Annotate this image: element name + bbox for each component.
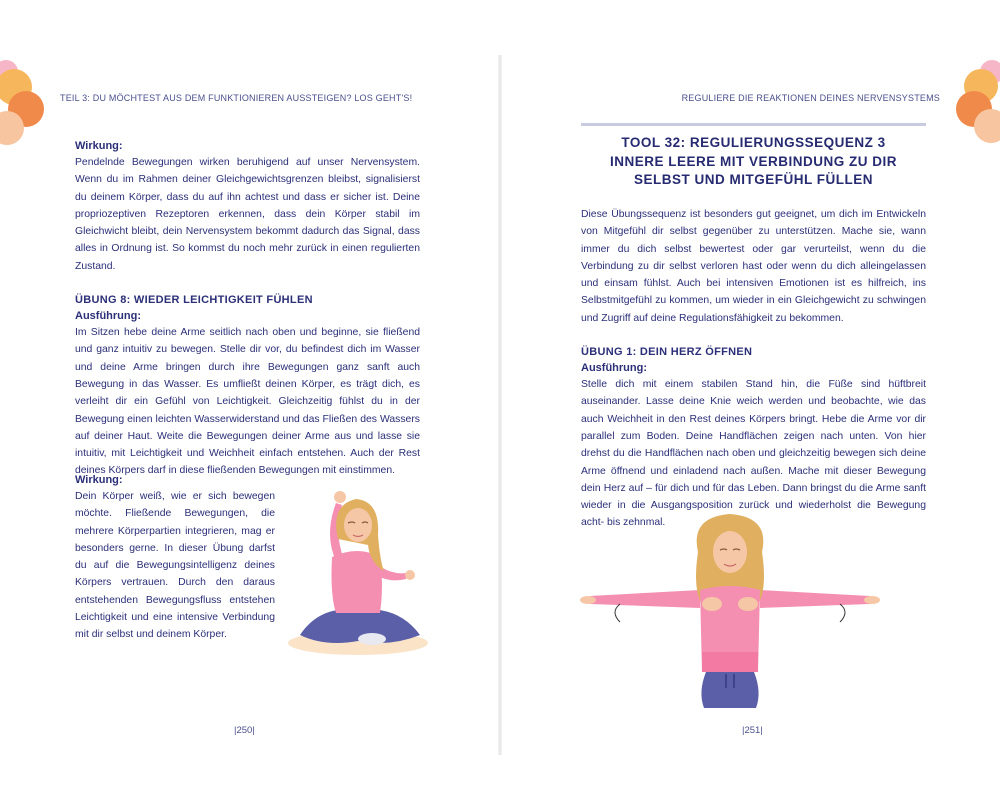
ausfuehrung-heading: Ausführung: [75,310,141,323]
ausfuehrung-heading-right: Ausführung: [581,362,647,375]
standing-woman-illustration [580,512,880,712]
wirkung-text: Pendelnde Bewegungen wirken beruhigend auf unser Nervensystem. Wenn du im Rahmen deiner Gleichgewichtsgrenzen bleibst, signalisierst du deinem Körper, dass du auf ihn achtest und dass er sicher ist. Deine propriozeptiven Rezeptoren erkennen, dass dein Körper stabil im Gleichwicht bleibt, dein Nervensystem bekommt dadurch das Signal, dass alles in Ordnung ist. So kommst du noch mehr zurück in einen regulierten Zustand. [75,157,420,272]
wirkung-heading: Wirkung: [75,140,123,152]
tool-title-line1: TOOL 32: REGULIERUNGSSEQUENZ 3 [621,135,886,150]
left-text-column [75,138,420,480]
tool-title-line3: SELBST UND MITGEFÜHL FÜLLEN [634,172,873,187]
tool-title [581,134,926,190]
wirkung-2-block [75,472,275,644]
page-number-right: |251| [742,725,763,736]
wirkung-2-text: Dein Körper weiß, wie er sich bewegen möchte. Fließende Bewegungen, die mehrere Körperpartien integrieren, mag er besonders gerne. In dieser Übung darfst du auf die Bewegungsintelligenz deines Körpers vertrauen. Durch den daraus entstehenden Bewegungsfluss entstehen Leichtigkeit und eine intensive Verbindung mit dir selbst und deinem Körper. [75,491,275,641]
page-number-left: |250| [234,725,255,736]
tool-divider [581,123,926,126]
exercise-8-heading: ÜBUNG 8: WIEDER LEICHTIGKEIT FÜHLEN [75,294,313,307]
tool-title-line2: INNERE LEERE MIT VERBINDUNG ZU DIR [609,153,897,169]
running-head-right: REGULIERE DIE REAKTIONEN DEINES NERVENSYSTEMS [681,93,940,103]
wirkung-2-heading: Wirkung: [75,474,123,486]
exercise-1-heading: ÜBUNG 1: DEIN HERZ ÖFFNEN [581,346,753,359]
seated-woman-illustration [280,475,440,665]
running-head-left: TEIL 3: DU MÖCHTEST AUS DEM FUNKTIONIEREN AUSSTEIGEN? LOS GEHT'S! [60,93,413,103]
tool-intro-text: Diese Übungssequenz ist besonders gut geeignet, um dich im Entwickeln von Mitgefühl dir selbst gegenüber zu unterstützen. Mache sie, wann immer du dich selbst bewertest oder gar verurteilst, wenn du die Verbindung zu dir selbst verloren hast oder wenn du dich alleingelassen und einsam fühlst. Auch bei intensiven Emotionen ist es hilfreich, ins Selbstmitgefühl zu kommen, um wieder in ein Gleichgewicht zu schwingen und Zugriff auf deine Regulationsfähigkeit zu bekommen. [581,209,926,324]
right-text-column [581,206,926,532]
exercise-8-text: Im Sitzen hebe deine Arme seitlich nach oben und beginne, sie fließend und ganz intuitiv zu bewegen. Stelle dir vor, du befindest dich im Wasser und deine Arme bringen durch ihre Bewegungen ganz sanft auch Bewegung in das Wasser. Es umfließt deinen Körper, es trägt dich, es verleiht dir ein Gefühl von Leichtigkeit. Gleichzeitig fühlst du in der Bewegung einen leichten Wasserwiderstand und das Fließen des Wassers auf deiner Haut. Weite die Bewegungen deiner Arme aus und lasse sie intuitiv, mit Leichtigkeit und Weichheit einfach entstehen. Auch der Rest deines Körpers darf in diese fließenden Bewegungen mit einstimmen. [75,327,420,477]
book-spine [498,55,502,755]
exercise-1-text: Stelle dich mit einem stabilen Stand hin, die Füße sind hüftbreit auseinander. Lasse deine Knie weich werden und beobachte, wie das auch Weichheit in den Rest deines Körpers bringt. Hebe die Arme vor dir parallel zum Boden. Deine Handflächen zeigen nach unten. Von hier drehst du die Handflächen nach oben und gleichzeitig bewegen sich deine Arme öffnend und einladend nach außen. Mache mit dieser Bewegung dein Herz auf – für dich und für das Leben. Dann bringst du die Arme sanft wieder in die Ausgangsposition zurück und wiederholst die Bewegung acht- bis zehnmal. [581,379,926,529]
